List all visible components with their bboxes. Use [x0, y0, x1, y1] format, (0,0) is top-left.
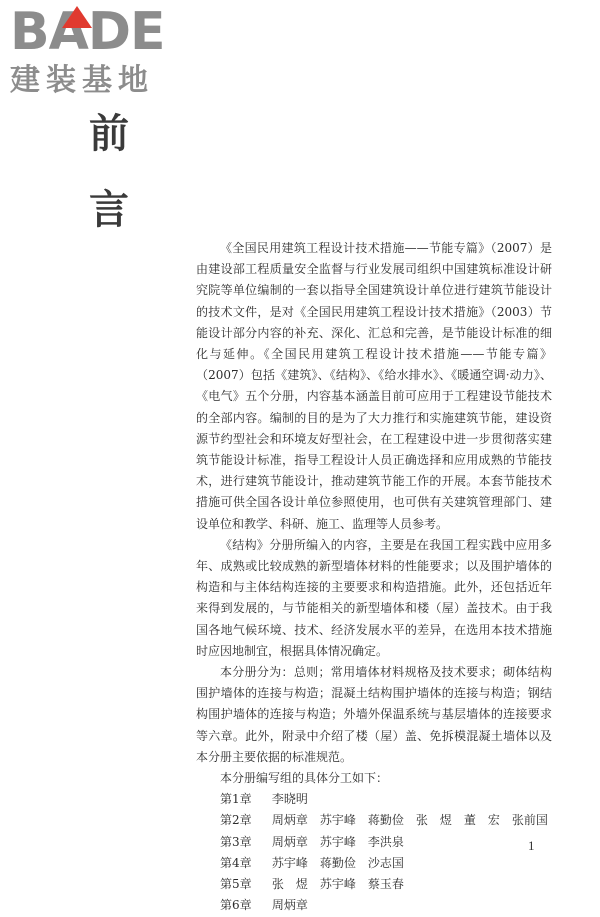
page-heading [84, 112, 134, 264]
staff-row [220, 874, 552, 895]
staff-row [220, 810, 552, 831]
staff-list [196, 789, 552, 916]
logo-triangle-icon [62, 6, 92, 28]
heading-char-1: 前 [89, 111, 129, 157]
staff-names: 周炳章 苏宇峰 蒋勤俭 张 煜 董 宏 张前国 [271, 813, 548, 828]
staff-names: 周炳章 [271, 898, 308, 913]
staff-chapter: 第4章 [220, 855, 252, 870]
staff-chapter: 第1章 [220, 792, 252, 807]
staff-row [220, 789, 552, 810]
staff-names: 周炳章 苏宇峰 李洪泉 [271, 834, 404, 849]
staff-row [220, 895, 552, 916]
paragraph: 本分册分为：总则；常用墙体材料规格及技术要求；砌体结构围护墙体的连接与构造；混凝土结构围护墙体的连接与构造；钢结构围护墙体的连接与构造；外墙外保温系统与基层墙体的连接要求等六章。此外，附录中介绍了楼（屋）盖、免拆模混凝土墙体以及本分册主要依据的标准规范。 [196, 665, 552, 764]
preface-body [196, 238, 552, 917]
staff-chapter: 第3章 [220, 834, 252, 849]
logo-brand-text: BADE [10, 2, 165, 62]
staff-names: 苏宇峰 蒋勤俭 沙志国 [271, 855, 404, 870]
logo-subtitle: 建装基地 [10, 63, 154, 98]
staff-row [220, 832, 552, 853]
paragraph: 《结构》分册所编入的内容，主要是在我国工程实践中应用多年、成熟或比较成熟的新型墙体材料的性能要求；以及围护墙体的构造和与主体结构连接的主要要求和构造措施。此外，还包括近年来得到发展的，与节能相关的新型墙体和楼（屋）盖技术。由于我国各地气候环境、技术、经济发展水平的差异，在选用本技术措施时应因地制宜，根据具体情况确定。 [196, 537, 552, 658]
staff-chapter: 第2章 [220, 813, 252, 828]
staff-row [220, 853, 552, 874]
heading-char-2: 言 [89, 187, 129, 233]
staff-names: 张 煜 苏宇峰 蔡玉春 [271, 877, 404, 892]
paragraph: 本分册编写组的具体分工如下： [220, 771, 389, 786]
paragraph: 《全国民用建筑工程设计技术措施——节能专篇》（2007）是由建设部工程质量安全监督与行业发展司组织中国建筑标准设计研究院等单位编制的一套以指导全国建筑设计单位进行建筑节能设计的技术文件，是对《全国民用建筑工程设计技术措施》（2003）节能设计部分内容的补充、深化、汇总和完善，是节能设计标准的细化与延伸。《全国民用建筑工程设计技术措施——节能专篇》（2007）包括《建筑》、《结构》、《给水排水》、《暖通空调·动力》、《电气》五个分册，内容基本涵盖目前可应用于工程建设节能技术的全部内容。编制的目的是为了大力推行和实施建筑节能，建设资源节约型社会和环境友好型社会，在工程建设中进一步贯彻落实建筑节能设计标准，指导工程设计人员正确选择和应用成熟的节能技术，进行建筑节能设计，推动建筑节能工作的开展。本套节能技术措施可供全国各设计单位参照使用，也可供有关建筑管理部门、建设单位和教学、科研、施工、监理等人员参考。 [196, 241, 552, 531]
staff-names: 李晓明 [271, 792, 308, 807]
staff-chapter: 第5章 [220, 877, 252, 892]
page-number: 1 [528, 838, 535, 853]
staff-chapter: 第6章 [220, 898, 252, 913]
